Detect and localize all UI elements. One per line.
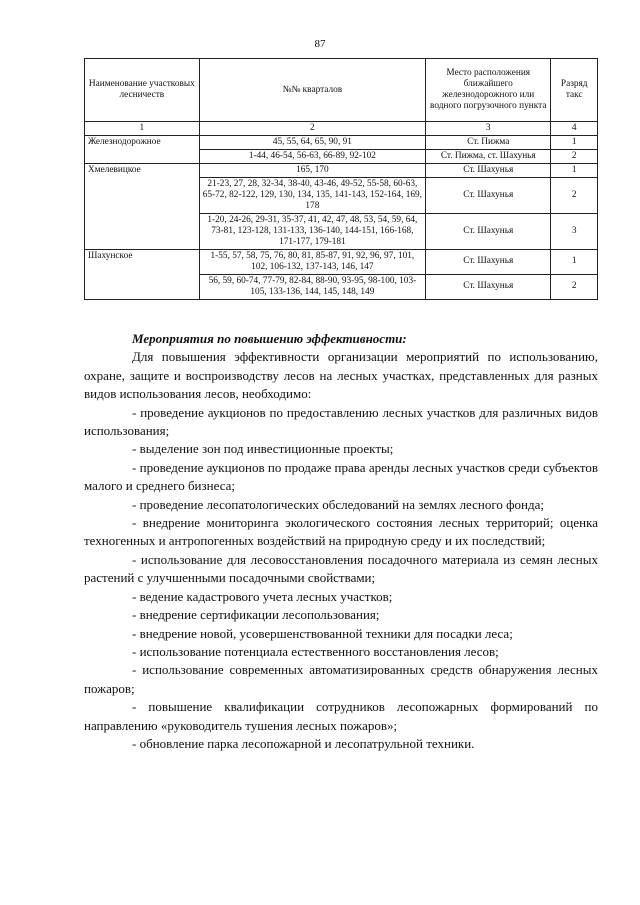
measure-item: - внедрение сертификации лесопользования; [132,607,380,623]
quarters-cell: 165, 170 [199,163,425,177]
quarters-cell: 45, 55, 64, 65, 90, 91 [199,135,425,149]
header-quarters: №№ кварталов [199,59,425,122]
measure-item: - проведение аукционов по предоставлению лесных участков для различных видов использования; [84,404,598,439]
quarters-cell: 1-55, 57, 58, 75, 76, 80, 81, 85-87, 91, 92, 96, 97, 101, 102, 106-132, 137-143, 146, 147 [199,249,425,274]
column-index: 3 [426,122,551,136]
forestry-name: Шахунское [85,249,200,299]
rank-cell: 3 [551,213,598,249]
station-cell: Ст. Пижма, ст. Шахунья [426,149,551,163]
station-cell: Ст. Шахунья [426,163,551,177]
station-cell: Ст. Шахунья [426,274,551,299]
station-cell: Ст. Шахунья [426,213,551,249]
column-index-row [85,122,598,136]
table-header-row [85,59,598,122]
rank-cell: 2 [551,177,598,213]
page-number: 87 [314,38,326,50]
table-row [85,135,598,149]
measure-item: - выделение зон под инвестиционные проекты; [132,441,394,457]
measure-item: - использование потенциала естественного восстановления лесов; [132,643,499,659]
measure-item: - проведение лесопатологических обследований на землях лесного фонда; [132,496,545,512]
rank-cell: 1 [551,163,598,177]
measure-item: - внедрение новой, усовершенствованной техники для посадки леса; [132,625,513,641]
header-rank: Разряд такс [551,59,598,122]
quarters-cell: 56, 59, 60-74, 77-79, 82-84, 88-90, 93-95, 98-100, 103-105, 133-136, 144, 145, 148, 149 [199,274,425,299]
quarters-cell: 1-44, 46-54, 56-63, 66-89, 92-102 [199,149,425,163]
forestry-name: Железнодорожное [85,135,200,163]
measure-item: - повышение квалификации сотрудников лесопожарных формирований по направлению «руководитель тушения лесных пожаров»; [84,699,598,733]
station-cell: Ст. Шахунья [426,249,551,274]
header-name: Наименование участковых лесничеств [85,59,200,122]
column-index: 1 [85,122,200,136]
station-cell: Ст. Шахунья [426,177,551,213]
rank-cell: 2 [551,149,598,163]
quarters-cell: 21-23, 27, 28, 32-34, 38-40, 43-46, 49-52, 55-58, 60-63, 65-72, 82-122, 129, 130, 134, 135, 141-143, 152-164, 169, 178 [199,177,425,213]
measure-item: - использование современных автоматизированных средств обнаружения лесных пожаров; [84,662,598,696]
quarters-cell: 1-20, 24-26, 29-31, 35-37, 41, 42, 47, 48, 53, 54, 59, 64, 73-81, 123-128, 131-133, 136-140, 144-151, 166-168, 171-177, 179-181 [199,213,425,249]
measures-section [84,330,598,753]
table-row [85,249,598,274]
station-cell: Ст. Пижма [426,135,551,149]
measure-item: - обновление парка лесопожарной и лесопатрульной техники. [132,735,475,751]
column-index: 4 [551,122,598,136]
column-index: 2 [199,122,425,136]
measure-item: - внедрение мониторинга экологического состояния лесных территорий; оценка техногенных и антропогенных воздействий на природную среду и их последствий; [84,515,598,549]
measure-item: - ведение кадастрового учета лесных участков; [132,588,393,604]
measure-item: - проведение аукционов по продаже права аренды лесных участков среди субъектов малого и среднего бизнеса; [84,459,598,494]
section-title: Мероприятия по повышению эффективности: [132,331,407,346]
forestry-table [84,58,598,300]
rank-cell: 2 [551,274,598,299]
table-row [85,163,598,177]
intro-paragraph: Для повышения эффективности организации мероприятий по использованию, охране, защите и воспроизводству лесов на лесных участках, представленных для разных видов использования лесов, необходимо: [84,349,598,402]
rank-cell: 1 [551,249,598,274]
forestry-name: Хмелевицкое [85,163,200,249]
rank-cell: 1 [551,135,598,149]
header-station: Место расположения ближайшего железнодорожного или водного погрузочного пункта [426,59,551,122]
measure-item: - использование для лесовосстановления посадочного материала из семян лесных растений с улучшенными посадочными свойствами; [84,551,598,586]
